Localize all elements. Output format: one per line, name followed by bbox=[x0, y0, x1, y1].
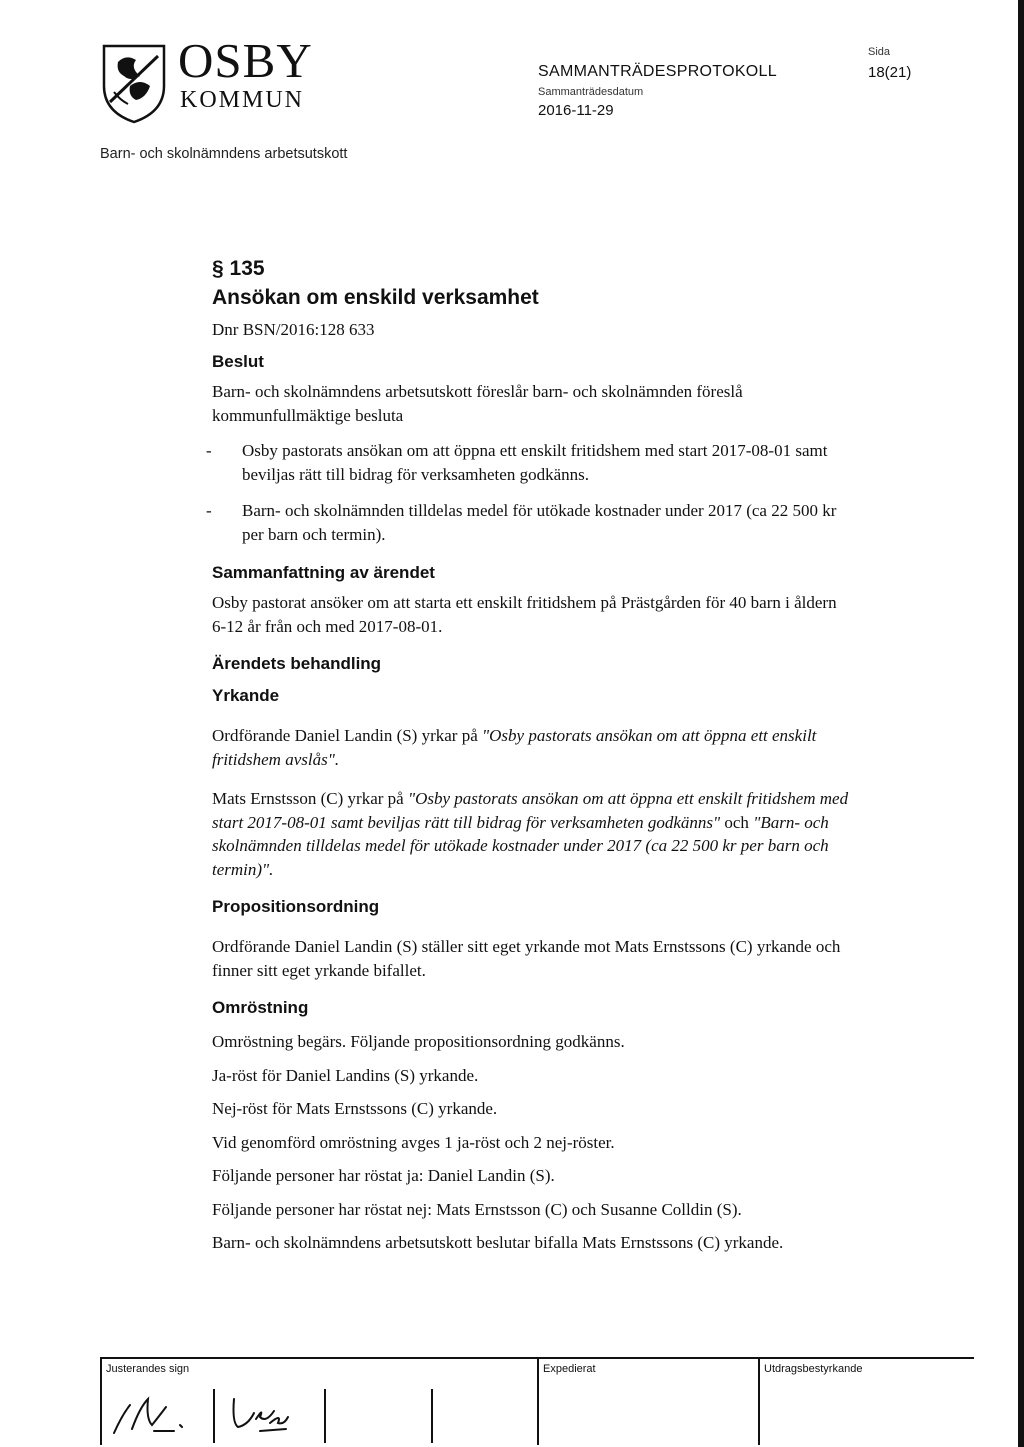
page-label: Sida bbox=[868, 46, 891, 58]
footer-divider bbox=[324, 1389, 326, 1443]
omrostning-line: Nej-röst för Mats Ernstssons (C) yrkande. bbox=[212, 1099, 498, 1118]
signature-footer bbox=[100, 1357, 974, 1445]
footer-divider bbox=[431, 1389, 433, 1443]
propositionsordning-heading: Propositionsordning bbox=[212, 897, 380, 916]
section-title: Ansökan om enskild verksamhet bbox=[212, 286, 539, 309]
omrostning-line: Barn- och skolnämndens arbetsutskott beslutar bifalla Mats Ernstssons (C) yrkande. bbox=[212, 1233, 784, 1252]
yrkande-ernstsson bbox=[212, 787, 852, 881]
omrostning-line: Vid genomförd omröstning avges 1 ja-röst och 2 nej-röster. bbox=[212, 1132, 615, 1152]
yrkande-chair-quote: "Osby pastorats ansökan om att öppna ett enskilt fritidshem avslås". bbox=[212, 726, 817, 769]
sammanfattning-text: Osby pastorat ansöker om att starta ett enskilt fritidshem på Prästgården för 40 barn i åldern 6-12 år från och med 2017-08-01. bbox=[212, 593, 837, 636]
yrkande-ernstsson-och: och bbox=[720, 812, 754, 832]
bullet-marker: - bbox=[206, 501, 212, 520]
list-item-text: Osby pastorats ansökan om att öppna ett enskilt fritidshem med start 2017-08-01 samt beviljas rätt till bidrag för verksamheten godkänns. bbox=[242, 441, 828, 484]
yrkande-chair bbox=[212, 724, 852, 771]
beslut-list bbox=[206, 439, 852, 547]
omrostning-line: Följande personer har röstat ja: Daniel Landin (S). bbox=[212, 1166, 555, 1185]
footer-divider bbox=[758, 1357, 760, 1445]
coat-of-arms-logo bbox=[100, 42, 168, 124]
department-name: Barn- och skolnämndens arbetsutskott bbox=[100, 146, 348, 162]
omrostning-heading: Omröstning bbox=[212, 998, 309, 1017]
omrostning-line: Ja-röst för Daniel Landins (S) yrkande. bbox=[212, 1065, 479, 1085]
justerandes-sign-label: Justerandes sign bbox=[106, 1363, 190, 1375]
beslut-intro: Barn- och skolnämndens arbetsutskott föreslår barn- och skolnämnden föreslå kommunfullmäktige besluta bbox=[212, 382, 743, 425]
utdragsbestyrkande-label: Utdragsbestyrkande bbox=[764, 1363, 863, 1375]
beslut-heading: Beslut bbox=[212, 352, 264, 371]
footer-divider bbox=[537, 1357, 539, 1445]
yrkande-ernstsson-quote-2: "Barn- och skolnämnden tilldelas medel för utökade kostnader under 2017 (ca 22 500 kr per barn och termin)". bbox=[212, 812, 829, 879]
meeting-date: 2016-11-29 bbox=[538, 102, 614, 119]
yrkande-chair-intro: Ordförande Daniel Landin (S) yrkar på bbox=[212, 726, 483, 745]
page-number: 18(21) bbox=[868, 64, 912, 81]
brand-subtitle: KOMMUN bbox=[180, 87, 305, 113]
yrkande-heading: Yrkande bbox=[212, 686, 280, 705]
case-number: Dnr BSN/2016:128 633 bbox=[212, 320, 375, 339]
yrkande-ernstsson-intro: Mats Ernstsson (C) yrkar på bbox=[212, 789, 408, 808]
list-item bbox=[206, 499, 852, 547]
footer-divider bbox=[100, 1357, 102, 1445]
omrostning-line: Omröstning begärs. Följande propositionsordning godkänns. bbox=[212, 1032, 625, 1051]
yrkande-ernstsson-quote-1: "Osby pastorats ansökan om att öppna ett enskilt fritidshem med start 2017-08-01 samt beviljas rätt till bidrag för verksamheten godkänns" bbox=[212, 789, 849, 832]
handwritten-signature bbox=[226, 1383, 296, 1439]
footer-divider bbox=[213, 1389, 215, 1443]
list-item bbox=[206, 439, 852, 487]
behandling-heading: Ärendets behandling bbox=[212, 654, 382, 673]
list-item-text: Barn- och skolnämnden tilldelas medel för utökade kostnader under 2017 (ca 22 500 kr per barn och termin). bbox=[242, 501, 837, 544]
scan-edge bbox=[1018, 0, 1024, 1447]
section-number: § 135 bbox=[212, 257, 265, 280]
omrostning-line: Följande personer har röstat nej: Mats Ernstsson (C) och Susanne Colldin (S). bbox=[212, 1199, 742, 1219]
propositionsordning-text: Ordförande Daniel Landin (S) ställer sitt eget yrkande mot Mats Ernstssons (C) yrkande och finner sitt eget yrkande bifallet. bbox=[212, 937, 841, 980]
meeting-date-label: Sammanträdesdatum bbox=[538, 86, 644, 98]
protocol-body bbox=[206, 254, 852, 1255]
handwritten-signature bbox=[108, 1385, 198, 1441]
section-number-value: 135 bbox=[229, 257, 265, 280]
expedierat-label: Expedierat bbox=[543, 1363, 596, 1375]
sammanfattning-heading: Sammanfattning av ärendet bbox=[212, 563, 435, 582]
document-type: SAMMANTRÄDESPROTOKOLL bbox=[538, 63, 777, 80]
bullet-marker: - bbox=[206, 441, 212, 460]
brand-name: OSBY bbox=[178, 33, 313, 88]
